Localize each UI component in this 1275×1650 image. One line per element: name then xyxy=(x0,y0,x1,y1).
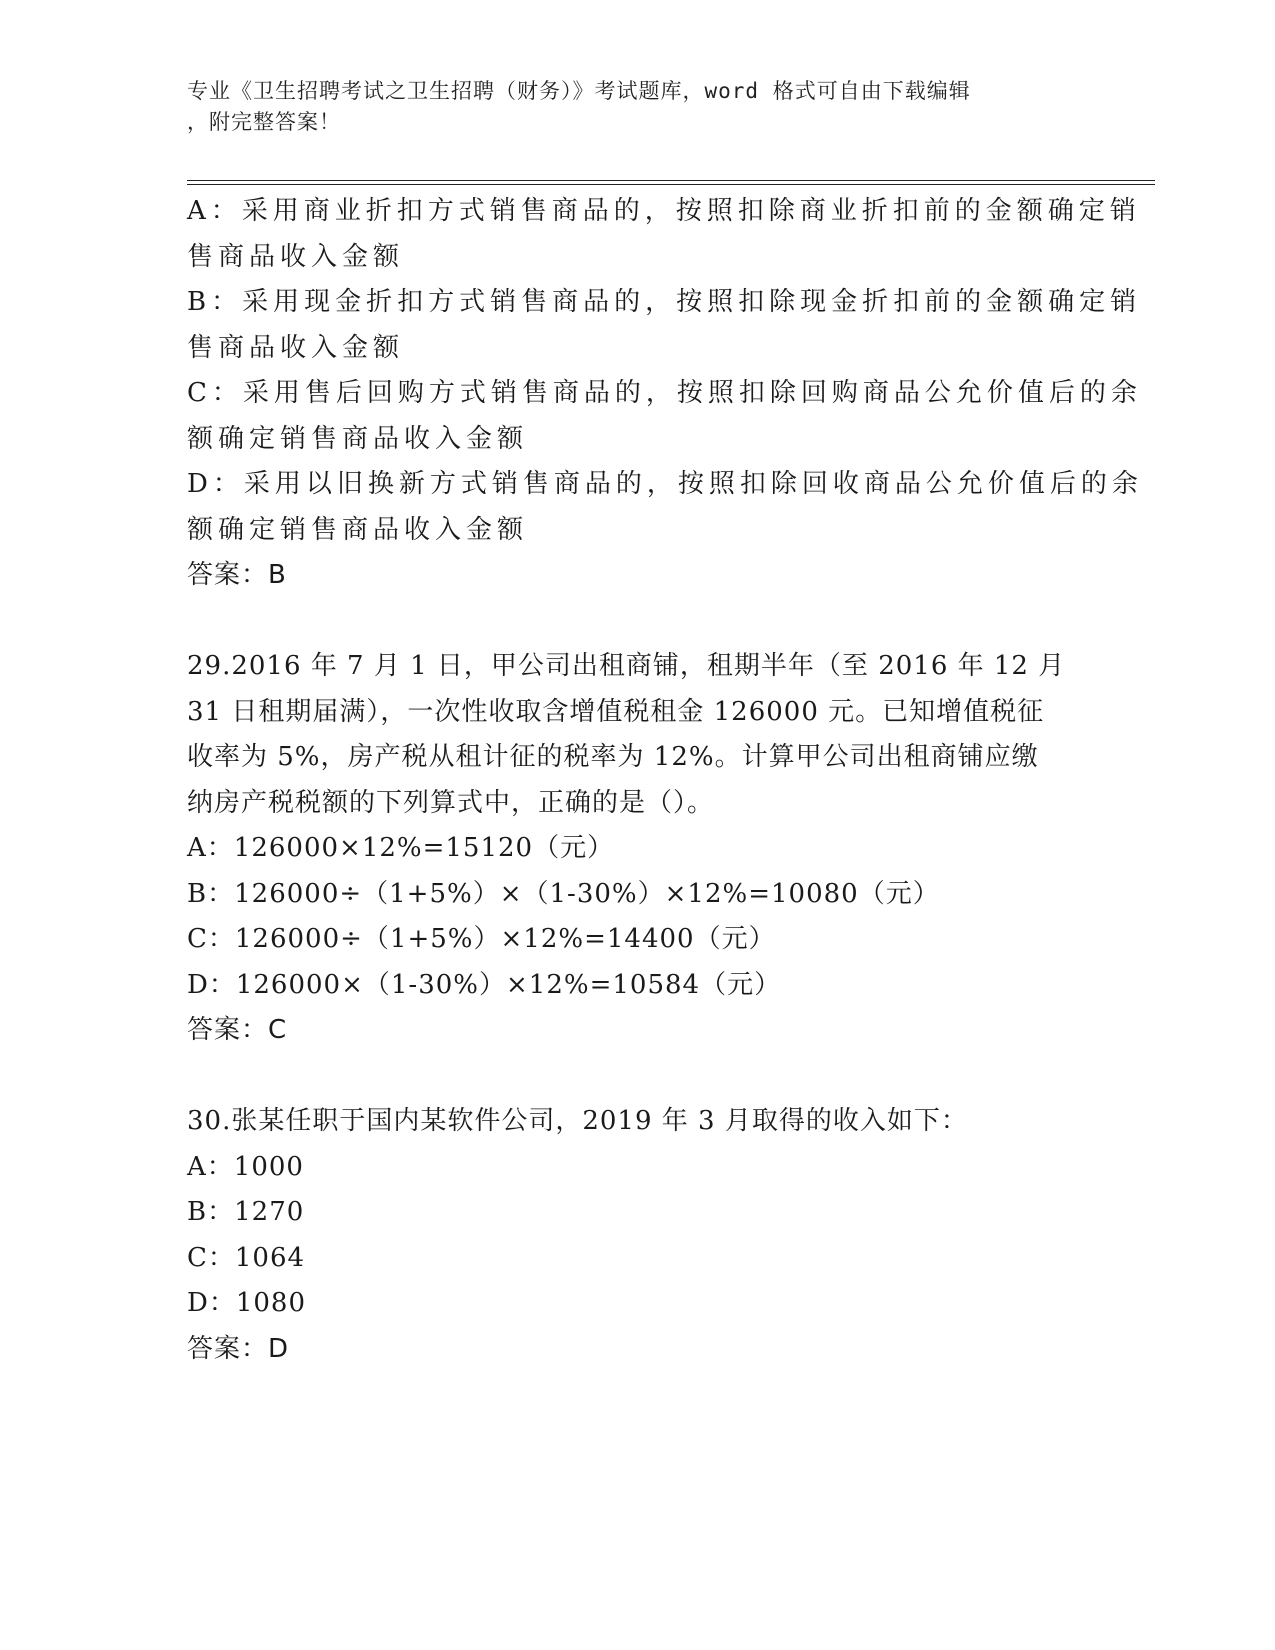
option-line: 额确定销售商品收入金额 xyxy=(187,514,529,545)
option-line: 额确定销售商品收入金额 xyxy=(187,423,529,454)
option-d: D：1080 xyxy=(187,1288,307,1318)
option-c: C：126000÷（1+5%）×12%=14400（元） xyxy=(187,924,776,954)
option-c: C：1064 xyxy=(187,1242,306,1273)
stem-line: 29.2016 年 7 月 1 日，甲公司出租商铺，租期半年（至 2016 年 12 月 xyxy=(187,651,1066,681)
question-spacer xyxy=(187,599,1087,645)
question-block-29 xyxy=(187,644,1087,1054)
option-a xyxy=(187,189,1141,280)
header-note-line-1: 专业《卫生招聘考试之卫生招聘（财务）》考试题库，word 格式可自由下载编辑 xyxy=(187,79,971,103)
document-header-note xyxy=(187,76,1067,138)
option-b xyxy=(187,280,1142,371)
header-divider-top xyxy=(187,180,1155,181)
stem-line: 31 日租期届满），一次性收取含增值税租金 126000 元。已知增值税征 xyxy=(187,696,1045,727)
question-block-30 xyxy=(187,1099,1087,1372)
answer-label: 答案：B xyxy=(187,560,287,590)
option-a: A：1000 xyxy=(187,1151,304,1182)
option-b: B：126000÷（1+5%）×（1-30%）×12%=10080（元） xyxy=(187,878,940,909)
question-spacer xyxy=(187,1054,1087,1100)
question-list xyxy=(187,189,1143,1372)
question-block-28 xyxy=(187,189,1143,599)
stem-line: 30.张某任职于国内某软件公司，2019 年 3 月取得的收入如下： xyxy=(187,1106,968,1136)
header-note-line-2: ，附完整答案！ xyxy=(187,110,341,134)
option-d xyxy=(187,462,1143,553)
option-d: D：126000×（1-30%）×12%=10584（元） xyxy=(187,969,782,1000)
option-line: A：采用商业折扣方式销售商品的，按照扣除商业折扣前的金额确定销 xyxy=(187,196,1141,226)
question-stem xyxy=(187,644,1087,826)
option-line: C：采用售后回购方式销售商品的，按照扣除回购商品公允价值后的余 xyxy=(187,378,1142,408)
option-line: 售商品收入金额 xyxy=(187,332,405,363)
option-c xyxy=(187,371,1142,462)
option-line: D：采用以旧换新方式销售商品的，按照扣除回收商品公允价值后的余 xyxy=(187,469,1143,499)
answer-label: 答案：C xyxy=(187,1015,288,1045)
header-divider-bottom xyxy=(187,184,1155,185)
answer-label: 答案：D xyxy=(187,1333,290,1364)
option-line: 售商品收入金额 xyxy=(187,241,405,272)
option-a: A：126000×12%=15120（元） xyxy=(187,833,615,863)
stem-line: 收率为 5%，房产税从租计征的税率为 12%。计算甲公司出租商铺应缴 xyxy=(187,742,1039,772)
option-b: B：1270 xyxy=(187,1197,305,1227)
stem-line: 纳房产税税额的下列算式中，正确的是（）。 xyxy=(187,787,715,818)
option-line: B：采用现金折扣方式销售商品的，按照扣除现金折扣前的金额确定销 xyxy=(187,287,1142,317)
